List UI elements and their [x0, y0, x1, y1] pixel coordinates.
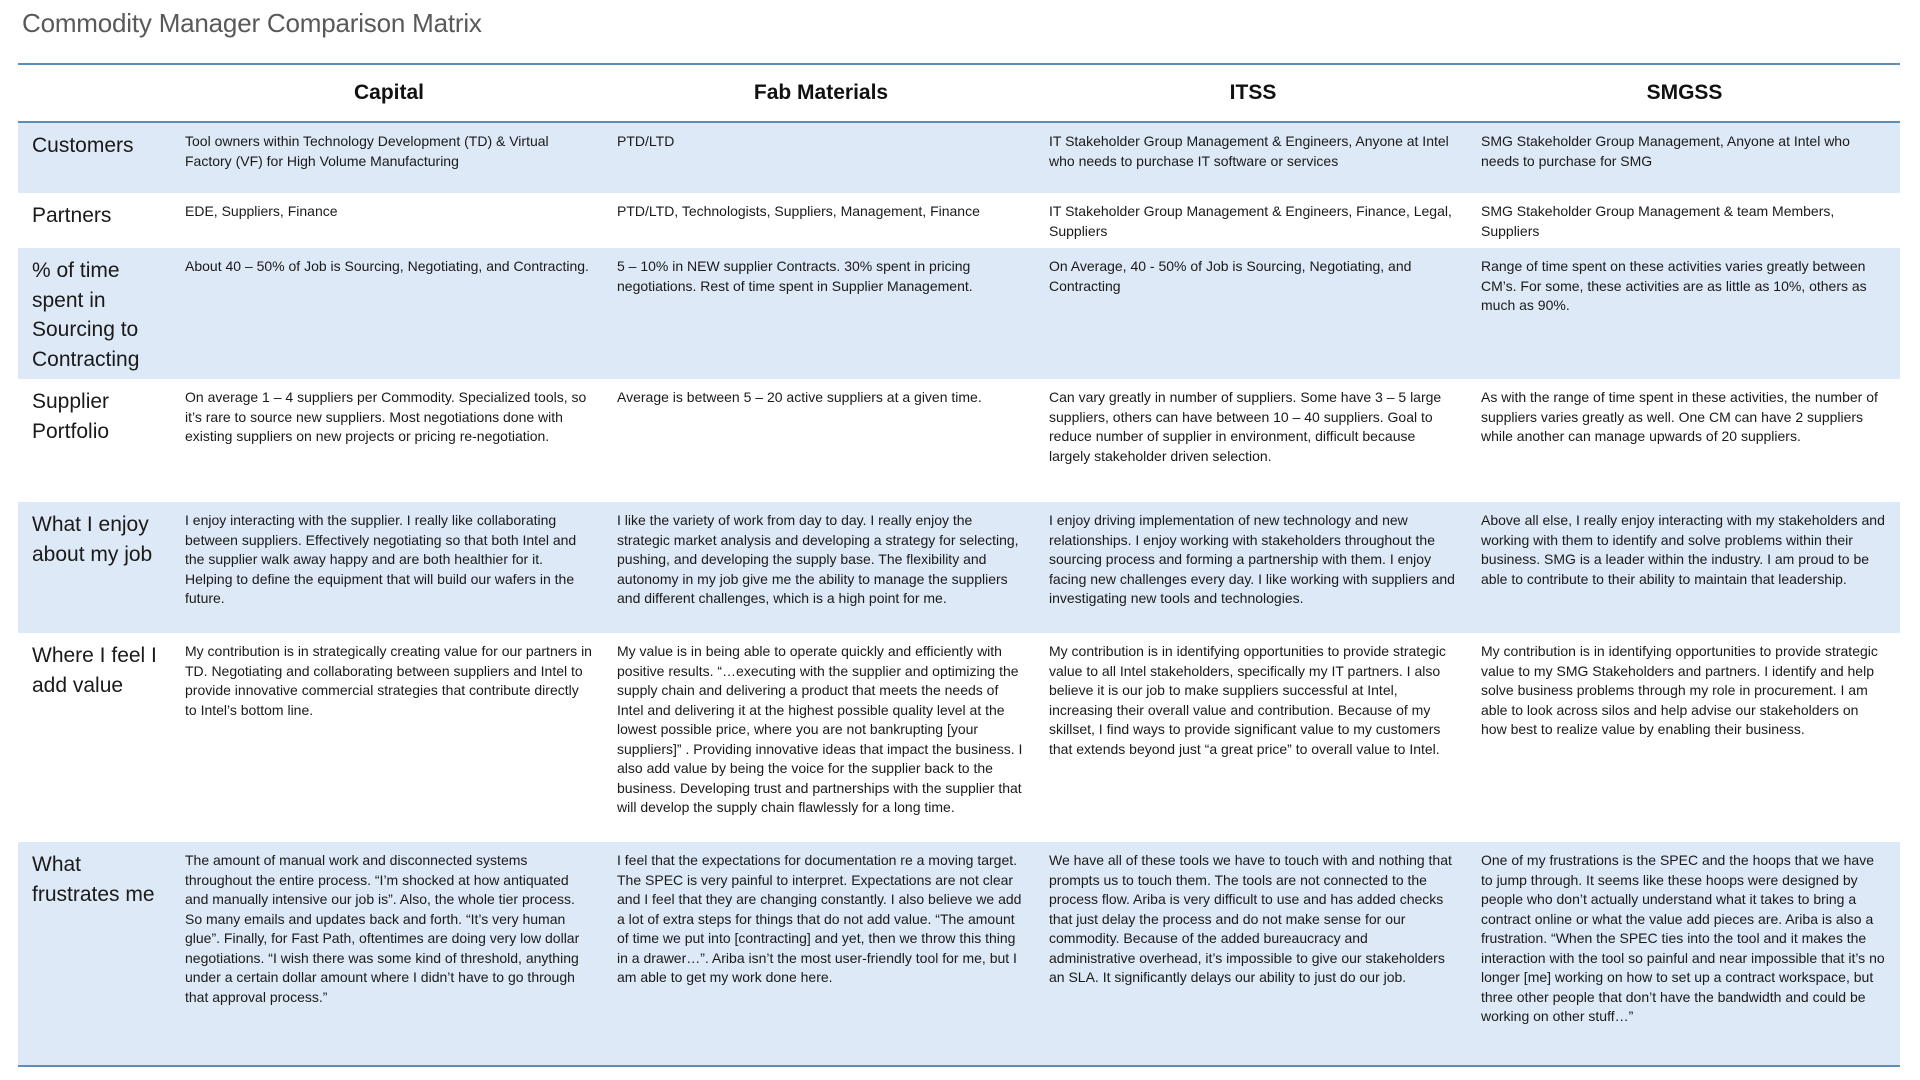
row-partners	[18, 193, 1900, 248]
cell-itss: My contribution is in identifying opportunities to provide strategic value to all Intel stakeholders, specifically my IT partners. I also believe it is our job to make suppliers successful at Intel, increasing their overall value and contribution. Because of my skillset, I find ways to provide significant value to my customers that extends beyond just “a great price” to overall value to Intel.	[1037, 633, 1469, 842]
cell-fab-materials: 5 – 10% in NEW supplier Contracts. 30% spent in pricing negotiations. Rest of time spent in Supplier Management.	[605, 248, 1037, 379]
cell-capital: About 40 – 50% of Job is Sourcing, Negotiating, and Contracting.	[173, 248, 605, 379]
cell-smgss: One of my frustrations is the SPEC and the hoops that we have to jump through. It seems like these hoops were designed by people who don’t actually understand what it takes to bring a contract online or what the value add pieces are. Ariba is also a frustration. “When the SPEC ties into the tool and it makes the interaction with the tool so painful and near impossible that it’s no longer [me] working on how to set up a contract workspace, but three other people that don’t have the bandwidth and could be working on other stuff…”	[1469, 842, 1900, 1066]
cell-capital: My contribution is in strategically creating value for our partners in TD. Negotiating and collaborating between suppliers and Intel to provide innovative commercial strategies that contribute directly to Intel’s bottom line.	[173, 633, 605, 842]
cell-smgss: SMG Stakeholder Group Management, Anyone at Intel who needs to purchase for SMG	[1469, 122, 1900, 193]
cell-capital: The amount of manual work and disconnected systems throughout the entire process. “I’m shocked at how antiquated and manually intensive our job is”. Also, the whole tier process. So many emails and updates back and forth. “It’s very human glue”. Finally, for Fast Path, oftentimes are doing very low dollar negotiations. “I wish there was some kind of threshold, anything under a certain dollar amount where I didn’t have to go through that approval process.”	[173, 842, 605, 1066]
row-supplier-portfolio	[18, 379, 1900, 502]
row-label: What I enjoy about my job	[18, 502, 173, 633]
cell-smgss: As with the range of time spent in these activities, the number of suppliers varies greatly as well. One CM can have 2 suppliers while another can manage upwards of 20 suppliers.	[1469, 379, 1900, 502]
cell-itss: On Average, 40 - 50% of Job is Sourcing, Negotiating, and Contracting	[1037, 248, 1469, 379]
row-label: What frustrates me	[18, 842, 173, 1066]
cell-capital: I enjoy interacting with the supplier. I really like collaborating between suppliers. Effectively negotiating so that both Intel and the supplier walk away happy and are both healthier for it. Helping to define the equipment that will build our wafers in the future.	[173, 502, 605, 633]
row-frustrations	[18, 842, 1900, 1066]
cell-fab-materials: PTD/LTD	[605, 122, 1037, 193]
cell-capital: Tool owners within Technology Development (TD) & Virtual Factory (VF) for High Volume Manufacturing	[173, 122, 605, 193]
cell-fab-materials: I like the variety of work from day to day. I really enjoy the strategic market analysis and developing a strategy for selecting, pushing, and developing the supply base. The flexibility and autonomy in my job give me the ability to manage the suppliers and different challenges, which is a high point for me.	[605, 502, 1037, 633]
row-label: Where I feel I add value	[18, 633, 173, 842]
cell-itss: I enjoy driving implementation of new technology and new relationships. I enjoy working with stakeholders throughout the sourcing process and forming a partnership with them. I enjoy facing new challenges every day. I like working with suppliers and investigating new tools and technologies.	[1037, 502, 1469, 633]
page-title: Commodity Manager Comparison Matrix	[22, 8, 482, 38]
cell-smgss: My contribution is in identifying opportunities to provide strategic value to my SMG Stakeholders and partners. I identify and help solve business problems through my role in procurement. I am able to look across silos and help advise our stakeholders on how best to realize value by enabling their business.	[1469, 633, 1900, 842]
cell-fab-materials: PTD/LTD, Technologists, Suppliers, Management, Finance	[605, 193, 1037, 248]
row-time-spent	[18, 248, 1900, 379]
row-add-value	[18, 633, 1900, 842]
cell-fab-materials: My value is in being able to operate quickly and efficiently with positive results. “…executing with the supplier and optimizing the supply chain and delivering a product that meets the needs of Intel and delivering it at the highest possible quality level at the lowest possible price, where you are not bankrupting [your suppliers]” . Providing innovative ideas that impact the business. I also add value by being the voice for the supplier back to the business. Developing trust and partnerships with the supplier that will develop the supply chain flawlessly for a long time.	[605, 633, 1037, 842]
cell-smgss: SMG Stakeholder Group Management & team Members, Suppliers	[1469, 193, 1900, 248]
cell-itss: IT Stakeholder Group Management & Engineers, Anyone at Intel who needs to purchase IT software or services	[1037, 122, 1469, 193]
row-what-i-enjoy	[18, 502, 1900, 633]
cell-capital: On average 1 – 4 suppliers per Commodity. Specialized tools, so it’s rare to source new suppliers. Most negotiations done with existing suppliers on new projects or pricing re-negotiation.	[173, 379, 605, 502]
column-header-fab-materials: Fab Materials	[753, 81, 889, 104]
row-label: Partners	[18, 193, 173, 248]
cell-itss: IT Stakeholder Group Management & Engineers, Finance, Legal, Suppliers	[1037, 193, 1469, 248]
row-customers	[18, 122, 1900, 193]
row-label: Supplier Portfolio	[18, 379, 173, 502]
row-label: % of time spent in Sourcing to Contracting	[18, 248, 173, 379]
cell-capital: EDE, Suppliers, Finance	[173, 193, 605, 248]
cell-fab-materials: Average is between 5 – 20 active suppliers at a given time.	[605, 379, 1037, 502]
column-header-capital: Capital	[353, 81, 424, 104]
row-label: Customers	[18, 122, 173, 193]
cell-smgss: Range of time spent on these activities varies greatly between CM’s. For some, these activities are as little as 10%, others as much as 90%.	[1469, 248, 1900, 379]
cell-smgss: Above all else, I really enjoy interacting with my stakeholders and working with them to identify and solve problems within their business. SMG is a leader within the industry. I am proud to be able to contribute to their ability to maintain that leadership.	[1469, 502, 1900, 633]
cell-itss: Can vary greatly in number of suppliers. Some have 3 – 5 large suppliers, others can have between 10 – 40 suppliers. Goal to reduce number of supplier in environment, difficult because largely stakeholder driven selection.	[1037, 379, 1469, 502]
header-corner	[18, 64, 173, 122]
column-header-smgss: SMGSS	[1646, 81, 1723, 104]
header-row	[18, 64, 1900, 122]
cell-fab-materials: I feel that the expectations for documentation re a moving target. The SPEC is very painful to interpret. Expectations are not clear and I feel that they are changing constantly. I also believe we add a lot of extra steps for things that do not add value. “The amount of time we put into [contracting] and yet, then we throw this thing in a drawer…”. Ariba isn’t the most user-friendly tool for me, but I am able to get my work done here.	[605, 842, 1037, 1066]
cell-itss: We have all of these tools we have to touch with and nothing that prompts us to touch them. The tools are not connected to the process flow. Ariba is very difficult to use and has added checks that just delay the process and do not make sense for our commodity. Because of the added bureaucracy and administrative overhead, it’s impossible to give our stakeholders an SLA. It significantly delays our ability to just do our job.	[1037, 842, 1469, 1066]
comparison-matrix	[18, 63, 1900, 1067]
column-header-itss: ITSS	[1229, 81, 1277, 104]
